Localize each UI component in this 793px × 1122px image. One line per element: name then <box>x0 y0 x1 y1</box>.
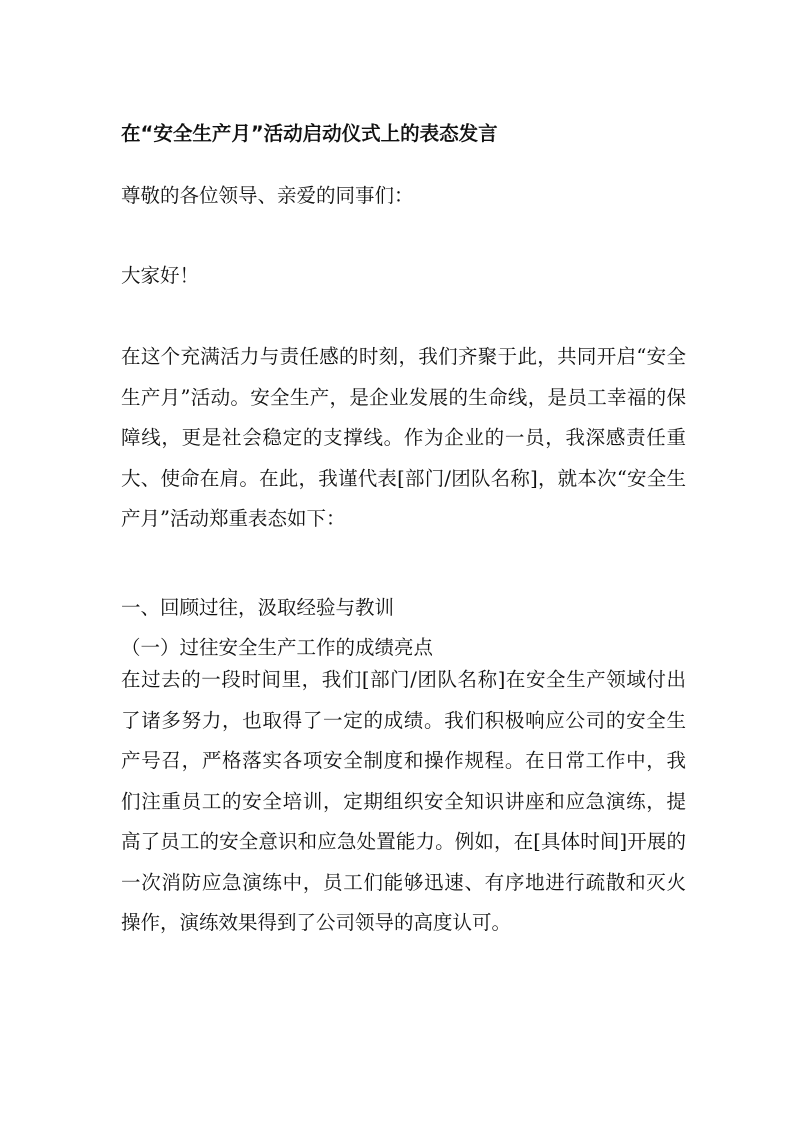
salutation: 尊敬的各位领导、亲爱的同事们： <box>121 184 414 207</box>
intro-paragraph: 在这个充满活力与责任感的时刻，我们齐聚于此，共同开启“安全生产月”活动。安全生产，是企业发展的生命线，是员工幸福的保障线，更是社会稳定的支撑线。作为企业的一员，我深感责任重大、使命在肩。在此，我谨代表[部门/团队名称]，就本次“安全生产月”活动郑重表态如下： <box>121 345 686 530</box>
greeting: 大家好！ <box>121 264 200 287</box>
subsection-heading-1: （一）过往安全生产工作的成绩亮点 <box>121 636 434 659</box>
subsection-1-paragraph: 在过去的一段时间里，我们[部门/团队名称]在安全生产领域付出了诸多努力，也取得了一定的成绩。我们积极响应公司的安全生产号召，严格落实各项安全制度和操作规程。在日常工作中，我们注重员工的安全培训，定期组织安全知识讲座和应急演练，提高了员工的安全意识和应急处置能力。例如，在[具体时间]开展的一次消防应急演练中，员工们能够迅速、有序地进行疏散和灭火操作，演练效果得到了公司领导的高度认可。 <box>121 668 686 934</box>
document-title: 在“安全生产月”活动启动仪式上的表态发言 <box>121 122 498 145</box>
section-heading-1: 一、回顾过往，汲取经验与教训 <box>121 596 395 619</box>
